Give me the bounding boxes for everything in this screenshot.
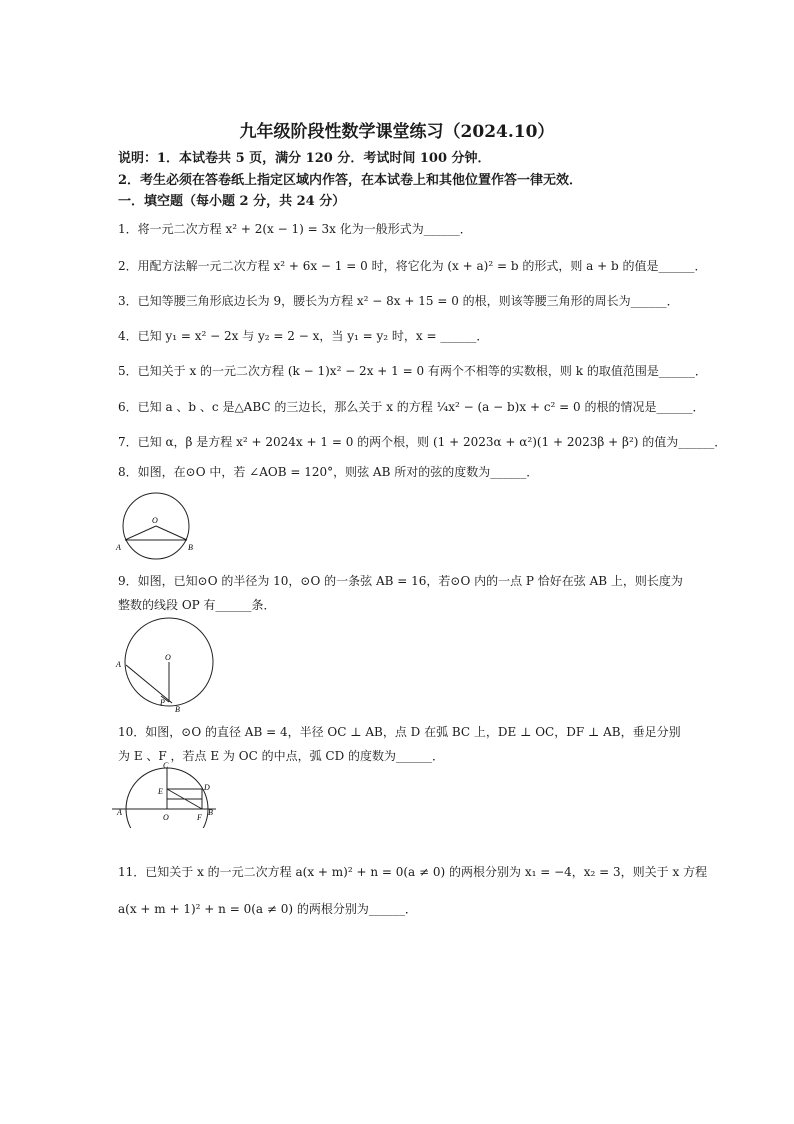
- exam-note-1: 说明：1．本试卷共 5 页，满分 120 分．考试时间 100 分钟．: [118, 151, 491, 166]
- fig10-label-f: F: [197, 813, 202, 822]
- question-8: 8．如图，在⊙O 中，若 ∠AOB = 120°，则弦 AB 所对的弦的度数为______．: [118, 465, 539, 479]
- question-9-line-2: 整数的线段 OP 有______条．: [118, 598, 276, 612]
- question-10-line-1: 10．如图，⊙O 的直径 AB = 4，半径 OC ⊥ AB，点 D 在弧 BC 上，DE ⊥ OC，DF ⊥ AB，垂足分别: [118, 725, 681, 739]
- figure-10-circle-diagram: [112, 760, 216, 828]
- fig8-label-a: A: [116, 543, 121, 552]
- question-6: 6．已知 a 、b 、c 是△ABC 的三边长，那么关于 x 的方程 ¼x² − (a − b)x + c² = 0 的根的情况是______．: [118, 400, 705, 414]
- question-1: 1．将一元二次方程 x² + 2(x − 1) = 3x 化为一般形式为______．: [118, 222, 472, 236]
- exam-note-2: 2．考生必须在答卷纸上指定区域内作答，在本试卷上和其他位置作答一律无效．: [118, 173, 583, 188]
- question-11-line-2: a(x + m + 1)² + n = 0(a ≠ 0) 的两根分别为______．: [118, 902, 417, 916]
- question-7: 7．已知 α，β 是方程 x² + 2024x + 1 = 0 的两个根，则 (1 + 2023α + α²)(1 + 2023β + β²) 的值为______．: [118, 435, 727, 449]
- figure-8-circle-diagram: [112, 490, 202, 560]
- fig10-label-d: D: [204, 783, 210, 792]
- fig9-label-o: O: [165, 653, 171, 662]
- fig8-label-o: O: [152, 516, 158, 525]
- fig9-label-b: B: [175, 705, 180, 714]
- fig10-label-e: E: [158, 787, 163, 796]
- fig10-label-b: B: [208, 808, 213, 817]
- section-heading: 一．填空题（每小题 2 分，共 24 分）: [118, 194, 346, 209]
- question-3: 3．已知等腰三角形底边长为 9，腰长为方程 x² − 8x + 15 = 0 的根，则该等腰三角形的周长为______．: [118, 294, 679, 308]
- question-9-line-1: 9．如图，已知⊙O 的半径为 10，⊙O 的一条弦 AB = 16，若⊙O 内的一点 P 恰好在弦 AB 上，则长度为: [118, 574, 683, 588]
- fig10-label-a: A: [117, 808, 122, 817]
- fig9-label-p: P: [160, 698, 165, 707]
- question-11-line-1: 11．已知关于 x 的一元二次方程 a(x + m)² + n = 0(a ≠ 0) 的两根分别为 x₁ = −4，x₂ = 3，则关于 x 方程: [118, 865, 708, 879]
- fig10-label-c: C: [163, 761, 169, 770]
- question-4: 4．已知 y₁ = x² − 2x 与 y₂ = 2 − x，当 y₁ = y₂ 时，x = ______．: [118, 329, 489, 343]
- fig10-label-o: O: [163, 813, 169, 822]
- question-2: 2．用配方法解一元二次方程 x² + 6x − 1 = 0 时，将它化为 (x + a)² = b 的形式，则 a + b 的值是______．: [118, 259, 707, 273]
- question-10-line-2: 为 E 、F ，若点 E 为 OC 的中点，弧 CD 的度数为______．: [118, 749, 444, 763]
- question-5: 5．已知关于 x 的一元二次方程 (k − 1)x² − 2x + 1 = 0 有两个不相等的实数根，则 k 的取值范围是______．: [118, 364, 707, 378]
- fig8-label-b: B: [188, 543, 193, 552]
- fig9-label-a: A: [116, 660, 121, 669]
- figure-9-circle-diagram: [112, 615, 222, 715]
- page-title: 九年级阶段性数学课堂练习（2024.10）: [239, 122, 555, 142]
